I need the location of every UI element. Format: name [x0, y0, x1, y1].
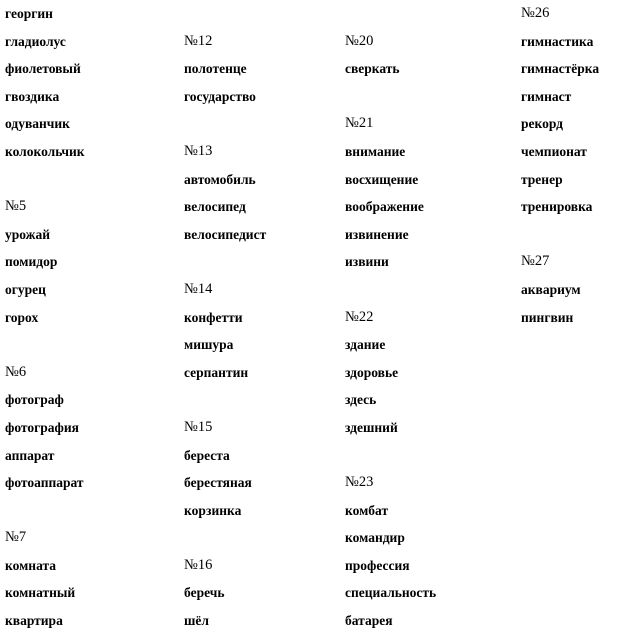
word-item: горох	[5, 309, 39, 325]
word-item: чемпионат	[521, 143, 587, 159]
blank-line	[5, 166, 155, 194]
word-item: аппарат	[5, 447, 55, 463]
blank-line	[345, 276, 495, 304]
word-item: помидор	[5, 254, 58, 270]
word-item: колокольчик	[5, 143, 85, 159]
word-item: мишура	[184, 337, 234, 353]
word-item: гимнаст	[521, 88, 572, 104]
word-item: тренер	[521, 171, 563, 187]
word-item: восхищение	[345, 171, 419, 187]
word-column-1	[5, 0, 155, 635]
exercise-number: №15	[184, 418, 213, 435]
word-item: государство	[184, 88, 256, 104]
word-item: рекорд	[521, 116, 564, 132]
exercise-number: №21	[345, 115, 374, 132]
word-item: берестяная	[184, 475, 252, 491]
exercise-number: №20	[345, 32, 374, 49]
word-item: внимание	[345, 143, 406, 159]
word-item: гладиолус	[5, 33, 66, 49]
word-item: шёл	[184, 613, 209, 629]
blank-line	[184, 524, 334, 552]
word-item: фиолетовый	[5, 61, 81, 77]
word-column-3	[345, 0, 495, 635]
exercise-number: №12	[184, 32, 213, 49]
word-item: конфетти	[184, 309, 243, 325]
exercise-number: №23	[345, 474, 374, 491]
exercise-number: №14	[184, 280, 213, 297]
word-item: батарея	[345, 613, 393, 629]
word-item: комната	[5, 557, 57, 573]
word-item: фотограф	[5, 392, 64, 408]
blank-line	[184, 248, 334, 276]
blank-line	[184, 110, 334, 138]
word-item: воображение	[345, 199, 424, 215]
exercise-number: №6	[5, 363, 27, 380]
word-item: корзинка	[184, 502, 242, 518]
word-column-4	[521, 0, 622, 331]
word-item: комнатный	[5, 585, 76, 601]
word-item: извинение	[345, 226, 409, 242]
word-item: пингвин	[521, 309, 574, 325]
word-item: серпантин	[184, 364, 249, 380]
word-item: здоровье	[345, 364, 399, 380]
word-item: гимнастёрка	[521, 61, 600, 77]
word-item: велосипед	[184, 199, 246, 215]
exercise-number: №16	[184, 556, 213, 573]
word-item: урожай	[5, 226, 50, 242]
word-item: здешний	[345, 419, 398, 435]
word-item: одуванчик	[5, 116, 70, 132]
word-item: здесь	[345, 392, 377, 408]
word-item: аквариум	[521, 281, 581, 297]
exercise-number: №13	[184, 142, 213, 159]
blank-line	[345, 0, 495, 28]
blank-line	[184, 386, 334, 414]
exercise-number: №27	[521, 253, 550, 270]
exercise-number: №26	[521, 5, 550, 21]
word-item: квартира	[5, 613, 63, 629]
word-item: велосипедист	[184, 226, 267, 242]
exercise-number: №22	[345, 308, 374, 325]
word-item: командир	[345, 530, 405, 546]
blank-line	[5, 331, 155, 359]
word-item: фотоаппарат	[5, 475, 84, 491]
word-item: автомобиль	[184, 171, 256, 187]
exercise-number: №7	[5, 529, 27, 546]
word-item: фотография	[5, 419, 79, 435]
word-item: специальность	[345, 585, 437, 601]
word-item: тренировка	[521, 199, 593, 215]
exercise-number: №5	[5, 198, 27, 215]
blank-line	[345, 442, 495, 470]
word-item: комбат	[345, 502, 389, 518]
word-item: извини	[345, 254, 389, 270]
word-item: береста	[184, 447, 230, 463]
word-item: сверкать	[345, 61, 400, 77]
word-item: гвоздика	[5, 88, 60, 104]
word-item: гимнастика	[521, 33, 594, 49]
word-item: здание	[345, 337, 386, 353]
blank-line	[345, 83, 495, 111]
word-item: беречь	[184, 585, 225, 601]
blank-line	[5, 497, 155, 525]
word-item: огурец	[5, 281, 46, 297]
word-column-2	[184, 0, 334, 635]
blank-line	[521, 221, 622, 249]
blank-line	[184, 0, 334, 28]
word-item: полотенце	[184, 61, 247, 77]
word-item: георгин	[5, 6, 53, 21]
word-item: профессия	[345, 557, 410, 573]
